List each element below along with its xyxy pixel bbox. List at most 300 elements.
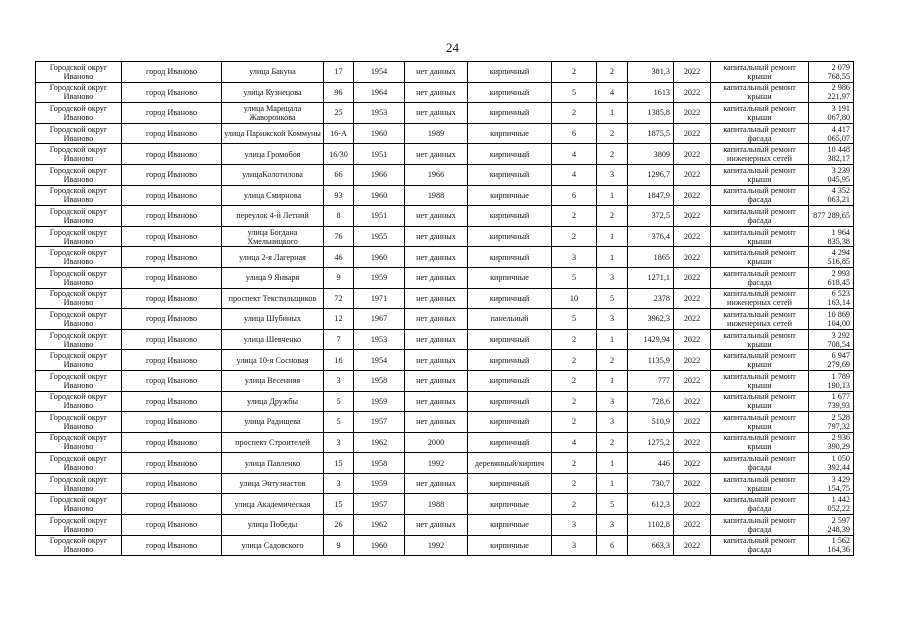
table-cell: проспект Текстильщиков [222, 288, 324, 309]
table-cell: 4 [552, 432, 597, 453]
table-body [36, 62, 854, 556]
table-cell: 2 [552, 370, 597, 391]
table-cell: 2 986 221,97 [809, 82, 854, 103]
table-cell: Городской округ Иваново [36, 494, 122, 515]
table-cell: 2022 [674, 103, 711, 124]
table-cell: капитальный ремонт фасада [711, 185, 809, 206]
table-cell: 1613 [628, 82, 674, 103]
table-cell: город Иваново [122, 535, 222, 556]
table-cell: 1 [597, 473, 628, 494]
table-cell: 2378 [628, 288, 674, 309]
table-cell: 25 [324, 103, 354, 124]
table-row [36, 103, 854, 124]
table-cell: Городской округ Иваново [36, 453, 122, 474]
table-cell: 2 [597, 144, 628, 165]
table-cell: улица 9 Января [222, 267, 324, 288]
table-cell: 3 429 154,75 [809, 473, 854, 494]
table-cell: 2022 [674, 350, 711, 371]
table-cell: нет данных [405, 412, 468, 433]
table-cell: 381,3 [628, 62, 674, 83]
table-cell: город Иваново [122, 412, 222, 433]
table-cell: капитальный ремонт фасада [711, 453, 809, 474]
table-row [36, 62, 854, 83]
table-cell: 2022 [674, 432, 711, 453]
table-cell: 6 [552, 185, 597, 206]
table-row [36, 226, 854, 247]
table-cell: город Иваново [122, 226, 222, 247]
table-cell: 730,7 [628, 473, 674, 494]
table-row [36, 185, 854, 206]
table-cell: город Иваново [122, 309, 222, 330]
table-cell: 6 523 163,14 [809, 288, 854, 309]
table-cell: 2 [597, 432, 628, 453]
table-cell: Городской округ Иваново [36, 164, 122, 185]
table-cell: 10 448 382,17 [809, 144, 854, 165]
table-cell: город Иваново [122, 82, 222, 103]
table-cell: 16 [324, 350, 354, 371]
table-cell: 2022 [674, 164, 711, 185]
table-cell: 3 239 045,95 [809, 164, 854, 185]
table-cell: 1962 [354, 432, 405, 453]
table-cell: 1953 [354, 103, 405, 124]
table-cell: деревянный/кирпич [468, 453, 552, 474]
table-cell: 3809 [628, 144, 674, 165]
table-cell: капитальный ремонт крыши [711, 329, 809, 350]
table-row [36, 123, 854, 144]
table-cell: 3 [597, 391, 628, 412]
page-number: 24 [446, 40, 459, 55]
table-cell: капитальный ремонт крыши [711, 412, 809, 433]
table-cell: 2022 [674, 247, 711, 268]
table-cell: улица Победы [222, 515, 324, 536]
table-cell: 1954 [354, 350, 405, 371]
table-cell: 1959 [354, 391, 405, 412]
table-cell: Городской округ Иваново [36, 226, 122, 247]
table-cell: улица Шевченко [222, 329, 324, 350]
table-row [36, 535, 854, 556]
table-row [36, 82, 854, 103]
table-cell: 5 [324, 412, 354, 433]
table-cell: кирпичный [468, 473, 552, 494]
table-cell: 3 [597, 267, 628, 288]
table-cell: 2 [552, 494, 597, 515]
table-cell: 1 [597, 103, 628, 124]
table-cell: 1960 [354, 123, 405, 144]
table-cell: капитальный ремонт фасада [711, 494, 809, 515]
table-cell: 2022 [674, 535, 711, 556]
table-cell: 93 [324, 185, 354, 206]
table-cell: кирпичный [468, 206, 552, 227]
table-cell: проспект Строителей [222, 432, 324, 453]
table-row [36, 206, 854, 227]
table-cell: кирпичные [468, 267, 552, 288]
table-cell: капитальный ремонт фасада [711, 515, 809, 536]
table-cell: 1959 [354, 473, 405, 494]
table-cell: 2022 [674, 309, 711, 330]
table-cell: 2 [597, 123, 628, 144]
table-cell: Городской округ Иваново [36, 412, 122, 433]
table-cell: нет данных [405, 473, 468, 494]
table-cell: капитальный ремонт крыши [711, 350, 809, 371]
table-cell: 1957 [354, 494, 405, 515]
table-cell: 2022 [674, 515, 711, 536]
table-cell: 1 677 739,93 [809, 391, 854, 412]
table-cell: улица Шубиных [222, 309, 324, 330]
table-row [36, 329, 854, 350]
table-cell: 2022 [674, 226, 711, 247]
table-cell: город Иваново [122, 329, 222, 350]
table-cell: 7 [324, 329, 354, 350]
table-cell: 1964 [354, 82, 405, 103]
table-row [36, 391, 854, 412]
table-cell: кирпичный [468, 164, 552, 185]
table-cell: улица Парижской Коммуны [222, 123, 324, 144]
table-cell: капитальный ремонт инженерных сетей [711, 309, 809, 330]
table-row [36, 309, 854, 330]
table-cell: 1958 [354, 453, 405, 474]
table-cell: 446 [628, 453, 674, 474]
table-cell: 1988 [405, 494, 468, 515]
table-cell: 76 [324, 226, 354, 247]
table-cell: 1960 [354, 185, 405, 206]
table-cell: 1955 [354, 226, 405, 247]
table-row [36, 412, 854, 433]
table-cell: 26 [324, 515, 354, 536]
table-cell: нет данных [405, 391, 468, 412]
table-cell: 3962,3 [628, 309, 674, 330]
table-cell: 372,5 [628, 206, 674, 227]
table-cell: 2022 [674, 185, 711, 206]
table-cell: кирпичный [468, 432, 552, 453]
table-cell: 1 562 164,36 [809, 535, 854, 556]
table-row [36, 144, 854, 165]
table-cell: город Иваново [122, 494, 222, 515]
table-cell: 2022 [674, 288, 711, 309]
table-cell: 3 [552, 535, 597, 556]
table-cell: 1 [597, 185, 628, 206]
table-cell: 1385,8 [628, 103, 674, 124]
table-cell: 96 [324, 82, 354, 103]
table-cell: кирпичный [468, 350, 552, 371]
table-cell: город Иваново [122, 370, 222, 391]
table-cell: 4 417 065,07 [809, 123, 854, 144]
table-cell: 5 [597, 494, 628, 515]
table-cell: 3 [597, 164, 628, 185]
table-cell: 777 [628, 370, 674, 391]
table-cell: город Иваново [122, 123, 222, 144]
table-cell: нет данных [405, 144, 468, 165]
table-cell: 16/30 [324, 144, 354, 165]
table-cell: 66 [324, 164, 354, 185]
table-cell: 1992 [405, 535, 468, 556]
table-cell: Городской округ Иваново [36, 82, 122, 103]
table-cell: 2 528 797,32 [809, 412, 854, 433]
table-cell: кирпичные [468, 123, 552, 144]
table-cell: 3 [552, 515, 597, 536]
table-cell: 2 [552, 453, 597, 474]
table-cell: Городской округ Иваново [36, 247, 122, 268]
table-cell: улица Дружбы [222, 391, 324, 412]
table-cell: город Иваново [122, 206, 222, 227]
table-cell: 612,3 [628, 494, 674, 515]
table-row [36, 473, 854, 494]
table-cell: улица Богдана Хмельницкого [222, 226, 324, 247]
table-cell: 9 [324, 267, 354, 288]
table-cell: 2 [552, 226, 597, 247]
table-cell: город Иваново [122, 391, 222, 412]
table-cell: 1959 [354, 267, 405, 288]
table-cell: Городской округ Иваново [36, 62, 122, 83]
table-cell: 4 [552, 144, 597, 165]
table-cell: нет данных [405, 267, 468, 288]
table-cell: кирпичные [468, 535, 552, 556]
table-cell: 5 [597, 288, 628, 309]
table-row [36, 432, 854, 453]
table-cell: 46 [324, 247, 354, 268]
table-cell: 1 964 835,38 [809, 226, 854, 247]
table-cell: капитальный ремонт крыши [711, 82, 809, 103]
table-row [36, 164, 854, 185]
table-cell: улица Павленко [222, 453, 324, 474]
table-cell: нет данных [405, 62, 468, 83]
table-cell: нет данных [405, 206, 468, 227]
table-cell: 4 352 063,21 [809, 185, 854, 206]
table-cell: нет данных [405, 288, 468, 309]
table-cell: город Иваново [122, 432, 222, 453]
table-cell: 9 [324, 535, 354, 556]
table-cell: кирпичные [468, 515, 552, 536]
table-cell: 2 [552, 329, 597, 350]
table-cell: город Иваново [122, 350, 222, 371]
table-cell: кирпичные [468, 185, 552, 206]
table-cell: 2022 [674, 494, 711, 515]
table-cell: 6 [552, 123, 597, 144]
table-cell: 1429,94 [628, 329, 674, 350]
table-row [36, 515, 854, 536]
table-cell: 12 [324, 309, 354, 330]
table-row [36, 247, 854, 268]
table-cell: 4 294 516,85 [809, 247, 854, 268]
table-cell: 2 [552, 412, 597, 433]
table-cell: 2022 [674, 267, 711, 288]
table-cell: улица Весенняя [222, 370, 324, 391]
table-cell: город Иваново [122, 103, 222, 124]
table-cell: 2 [597, 62, 628, 83]
table-cell: 1988 [405, 185, 468, 206]
table-cell: 2022 [674, 206, 711, 227]
table-cell: 1966 [354, 164, 405, 185]
table-cell: кирпичный [468, 226, 552, 247]
table-cell: 2022 [674, 391, 711, 412]
table-cell: 1958 [354, 370, 405, 391]
table-cell: улица Садовского [222, 535, 324, 556]
table-cell: капитальный ремонт крыши [711, 473, 809, 494]
table-cell: нет данных [405, 226, 468, 247]
table-cell: 3 [324, 432, 354, 453]
table-cell: 17 [324, 62, 354, 83]
table-cell: капитальный ремонт крыши [711, 103, 809, 124]
table-cell: 3 [597, 309, 628, 330]
table-cell: кирпичный [468, 82, 552, 103]
table-cell: улица Энтузиастов [222, 473, 324, 494]
table-cell: кирпичные [468, 494, 552, 515]
table-cell: нет данных [405, 309, 468, 330]
table-cell: 2022 [674, 412, 711, 433]
table-cell: 15 [324, 494, 354, 515]
table-cell: 2 079 768,55 [809, 62, 854, 83]
table-cell: 1 [597, 247, 628, 268]
table-cell: 2 [552, 473, 597, 494]
table-cell: 1992 [405, 453, 468, 474]
table-cell: 1875,5 [628, 123, 674, 144]
table-cell: 2022 [674, 123, 711, 144]
table-cell: капитальный ремонт фасада [711, 535, 809, 556]
table-cell: 2 [552, 391, 597, 412]
table-cell: 6 947 279,69 [809, 350, 854, 371]
table-cell: 3 [552, 247, 597, 268]
table-cell: 3 [324, 370, 354, 391]
table-cell: 2022 [674, 82, 711, 103]
table-cell: Городской округ Иваново [36, 515, 122, 536]
table-cell: капитальный ремонт инженерных сетей [711, 288, 809, 309]
table-cell: 5 [552, 309, 597, 330]
table-cell: капитальный ремонт крыши [711, 164, 809, 185]
table-cell: Городской округ Иваново [36, 123, 122, 144]
table-cell: капитальный ремонт инженерных сетей [711, 144, 809, 165]
table-cell: Городской округ Иваново [36, 144, 122, 165]
table-cell: капитальный ремонт крыши [711, 391, 809, 412]
table-cell: город Иваново [122, 62, 222, 83]
table-cell: 2 936 390,29 [809, 432, 854, 453]
table-cell: капитальный ремонт крыши [711, 226, 809, 247]
table-cell: 1 442 052,22 [809, 494, 854, 515]
table-cell: город Иваново [122, 164, 222, 185]
table-cell: Городской округ Иваново [36, 535, 122, 556]
table-cell: 1847,9 [628, 185, 674, 206]
table-cell: 5 [552, 82, 597, 103]
table-cell: нет данных [405, 350, 468, 371]
table-cell: 1966 [405, 164, 468, 185]
table-cell: 1271,1 [628, 267, 674, 288]
table-cell: панельный [468, 309, 552, 330]
table-cell: Городской округ Иваново [36, 185, 122, 206]
table-cell: 1 789 190,13 [809, 370, 854, 391]
table-cell: город Иваново [122, 267, 222, 288]
table-cell: 5 [324, 391, 354, 412]
table-cell: 3 [597, 515, 628, 536]
table-row [36, 494, 854, 515]
table-cell: 728,6 [628, 391, 674, 412]
table-cell: 2 [597, 350, 628, 371]
table-cell: улица Смирнова [222, 185, 324, 206]
table-cell: капитальный ремонт фасада [711, 206, 809, 227]
table-cell: улицаКолотилова [222, 164, 324, 185]
table-cell: город Иваново [122, 515, 222, 536]
table-row [36, 350, 854, 371]
table-cell: переулок 4-й Летний [222, 206, 324, 227]
table-cell: 2 597 248,39 [809, 515, 854, 536]
table-cell: 4 [597, 82, 628, 103]
table-cell: 2022 [674, 473, 711, 494]
table-cell: 2 993 618,45 [809, 267, 854, 288]
buildings-table [35, 61, 854, 556]
table-cell: 2 [552, 103, 597, 124]
table-cell: Городской округ Иваново [36, 473, 122, 494]
table-cell: капитальный ремонт крыши [711, 432, 809, 453]
table-cell: Городской округ Иваново [36, 103, 122, 124]
table-cell: нет данных [405, 329, 468, 350]
table-cell: 376,4 [628, 226, 674, 247]
table-cell: 1 [597, 453, 628, 474]
table-cell: город Иваново [122, 185, 222, 206]
table-cell: 2022 [674, 370, 711, 391]
table-cell: кирпичный [468, 329, 552, 350]
table-cell: нет данных [405, 247, 468, 268]
table-cell: 1 050 392,44 [809, 453, 854, 474]
table-cell: 1951 [354, 144, 405, 165]
table-cell: капитальный ремонт фасада [711, 267, 809, 288]
table-cell: город Иваново [122, 247, 222, 268]
table-cell: 2 [552, 350, 597, 371]
table-cell: 1 [597, 329, 628, 350]
table-cell: 1957 [354, 412, 405, 433]
table-cell: 2 [597, 206, 628, 227]
table-cell: 1135,9 [628, 350, 674, 371]
table-cell: нет данных [405, 515, 468, 536]
table-cell: 1954 [354, 62, 405, 83]
table-cell: капитальный ремонт крыши [711, 62, 809, 83]
table-row [36, 288, 854, 309]
table-cell: кирпичный [468, 412, 552, 433]
table-cell: 10 869 104,00 [809, 309, 854, 330]
table-cell: 72 [324, 288, 354, 309]
table-row [36, 453, 854, 474]
table-cell: 8 [324, 206, 354, 227]
table-cell: 6 [597, 535, 628, 556]
table-cell: 1967 [354, 309, 405, 330]
table-cell: улица Академическая [222, 494, 324, 515]
table-cell: 2022 [674, 329, 711, 350]
table-cell: кирпичный [468, 62, 552, 83]
table-cell: улица 10-я Сосновая [222, 350, 324, 371]
table-cell: 16-А [324, 123, 354, 144]
table-cell: нет данных [405, 103, 468, 124]
table-cell: кирпичный [468, 247, 552, 268]
table-cell: 877 289,65 [809, 206, 854, 227]
table-cell: Городской округ Иваново [36, 288, 122, 309]
table-cell: город Иваново [122, 453, 222, 474]
table-cell: 1960 [354, 247, 405, 268]
table-cell: 1951 [354, 206, 405, 227]
table-cell: улица Марицала Жаворонкова [222, 103, 324, 124]
table-cell: 1962 [354, 515, 405, 536]
table-cell: 1296,7 [628, 164, 674, 185]
table-row [36, 370, 854, 391]
table-row [36, 267, 854, 288]
table-cell: Городской округ Иваново [36, 350, 122, 371]
table-cell: 4 [552, 164, 597, 185]
table-cell: Городской округ Иваново [36, 206, 122, 227]
table-cell: улица Бакуна [222, 62, 324, 83]
table-cell: улица 2-я Лагерная [222, 247, 324, 268]
table-cell: 1 [597, 226, 628, 247]
table-cell: 1865 [628, 247, 674, 268]
table-cell: Городской округ Иваново [36, 432, 122, 453]
table-cell: 5 [552, 267, 597, 288]
table-cell: кирпичный [468, 370, 552, 391]
table-cell: 1102,8 [628, 515, 674, 536]
table-cell: 3 292 708,54 [809, 329, 854, 350]
